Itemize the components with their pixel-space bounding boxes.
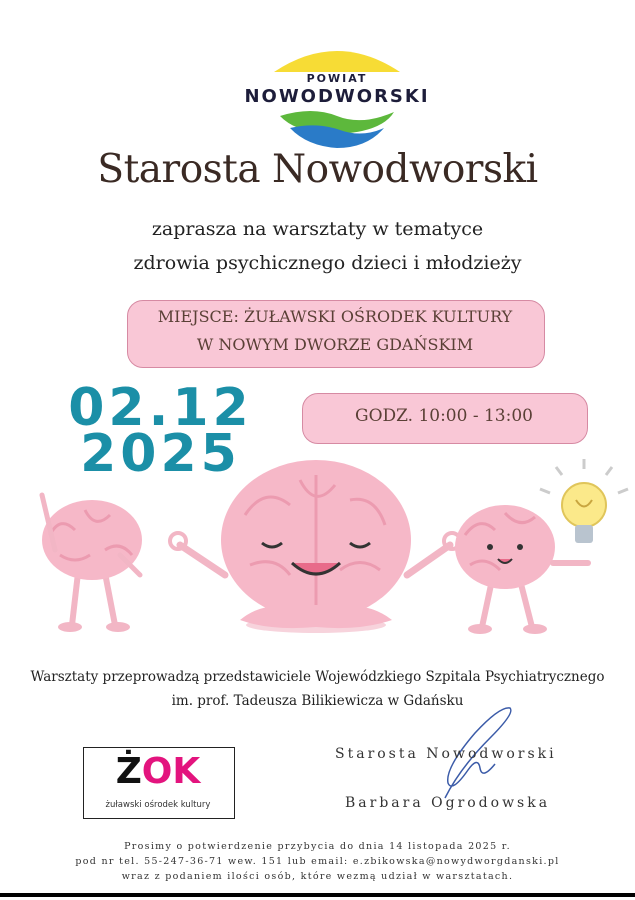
bottom-divider [0,893,635,897]
place-line-2: W NOWYM DWORZE GDAŃSKIM [196,335,474,354]
footer-line-3: wraz z podaniem ilości osób, które wezmą udział w warsztatach. [121,871,514,882]
footer-line-1: Prosimy o potwierdzenie przybycia do dnia 14 listopada 2025 r. [124,841,511,852]
zok-logo-z: Ż [115,751,142,792]
info-line-2: im. prof. Tadeusza Bilikiewicza w Gdańsku [171,693,464,709]
zok-logo [83,752,233,792]
lightbulb-icon [540,459,628,543]
logo-text-nowodworski: NOWODWORSKI [244,86,430,107]
brain-illustration [0,455,635,645]
signature-title: Starosta Nowodworski [335,746,557,762]
signature-name: Barbara Ogrodowska [345,795,551,811]
date-year: 2025 [80,424,241,484]
logo-sun-arc [274,51,400,72]
info-line-1: Warsztaty przeprowadzą przedstawiciele Wojewódzkiego Szpitala Psychiatrycznego [30,669,605,685]
subtitle-line-2: zdrowia psychicznego dzieci i młodzieży [133,252,522,274]
place-line-1: MIEJSCE: ŻUŁAWSKI OŚRODEK KULTURY [157,307,513,326]
happy-brain [455,505,588,634]
date-day-month: 02.12 [68,378,253,438]
zok-name: żuławski ośrodek kultury [105,800,211,810]
sad-brain [42,495,142,632]
footer-line-2: pod nr tel. 55-247-36-71 wew. 151 lub email: e.zbikowska@nowydworgdanski.pl [75,856,560,867]
logo-text-powiat: POWIAT [306,72,368,85]
page-title: Starosta Nowodworski [97,147,538,192]
zok-logo-ok: OK [141,751,201,792]
calm-brain [170,460,460,633]
time-text: GODZ. 10:00 - 13:00 [354,406,533,426]
subtitle-line-1: zaprasza na warsztaty w tematyce [151,218,484,240]
